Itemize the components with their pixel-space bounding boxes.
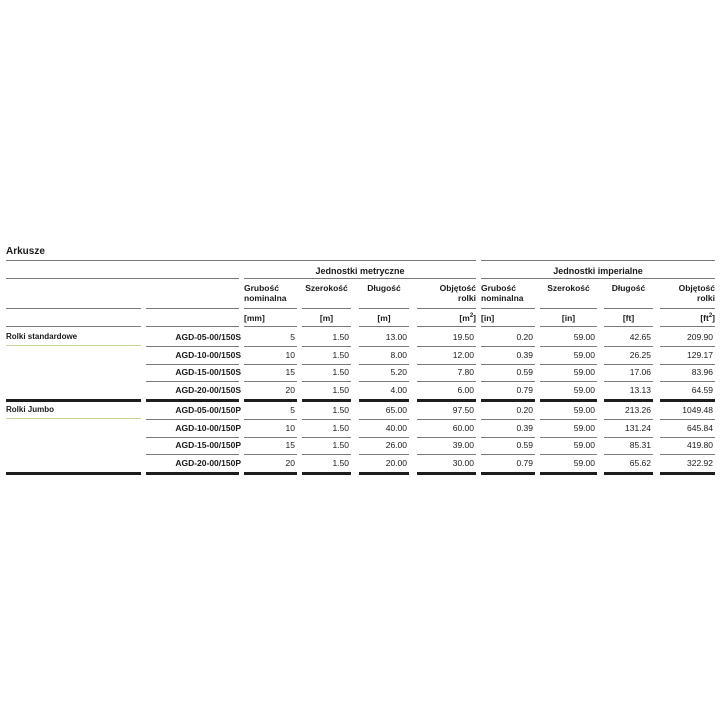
table-cell: 1.50 xyxy=(332,422,349,433)
rule-top xyxy=(481,260,715,261)
table-cell: 213.26 xyxy=(625,405,651,415)
table-cell: 30.00 xyxy=(452,457,474,468)
rule-thick xyxy=(660,472,715,475)
rule-group xyxy=(244,278,476,279)
table-cell: 59.00 xyxy=(573,422,595,433)
table-cell: 1.50 xyxy=(332,405,349,415)
table-cell: 10 xyxy=(285,349,295,360)
rule-row xyxy=(359,437,409,438)
unit-label xyxy=(359,313,409,323)
section-label: Rolki standardowe xyxy=(6,332,78,341)
rule-row xyxy=(146,364,239,365)
rule-row xyxy=(660,346,715,347)
rule-row xyxy=(244,346,297,347)
table-cell: 0.59 xyxy=(516,440,533,450)
table-cell: 13.00 xyxy=(385,332,407,342)
product-code: AGD-10-00/150P xyxy=(175,422,241,433)
table-cell: 20 xyxy=(285,457,295,468)
rule-unit xyxy=(244,326,297,327)
rule-section xyxy=(6,418,141,419)
rule-head-left xyxy=(6,308,141,309)
column-header-line1: Długość xyxy=(367,283,401,293)
rule-row xyxy=(660,381,715,382)
table-cell: 6.00 xyxy=(457,384,474,395)
table-title: Arkusze xyxy=(6,246,45,257)
rule-header xyxy=(540,308,597,309)
unit-label: $[ft^2]$ xyxy=(700,313,715,323)
rule-row xyxy=(660,454,715,455)
group-header-metric: Jednostki metryczne xyxy=(315,266,405,276)
table-cell: 645.84 xyxy=(687,422,713,433)
table-cell: 1.50 xyxy=(332,367,349,377)
rule-row xyxy=(244,419,297,420)
table-cell: 59.00 xyxy=(573,332,595,342)
rule-row xyxy=(146,381,239,382)
table-cell: 39.00 xyxy=(452,440,474,450)
unit-text: [mm] xyxy=(244,313,265,323)
rule-row xyxy=(604,419,653,420)
rule-thick xyxy=(540,472,597,475)
rule-section-end xyxy=(6,399,141,402)
rule-row xyxy=(604,381,653,382)
table-cell: 59.00 xyxy=(573,367,595,377)
table-cell: 20.00 xyxy=(385,457,407,468)
rule-header xyxy=(660,308,715,309)
table-cell: 59.00 xyxy=(573,440,595,450)
rule-header xyxy=(481,308,535,309)
product-code: AGD-05-00/150S xyxy=(175,332,241,342)
rule-row xyxy=(359,419,409,420)
unit-text: [in] xyxy=(561,313,576,323)
rule-row xyxy=(146,437,239,438)
table-cell: 0.79 xyxy=(516,457,533,468)
product-code: AGD-15-00/150P xyxy=(175,440,241,450)
rule-thick xyxy=(146,472,239,475)
rule-row xyxy=(660,419,715,420)
table-cell: 7.80 xyxy=(457,367,474,377)
column-header-line1: Objętość xyxy=(678,283,715,293)
rule-header xyxy=(244,308,297,309)
column-header xyxy=(244,283,297,303)
table-cell: 12.00 xyxy=(452,349,474,360)
table-cell: 0.59 xyxy=(516,367,533,377)
rule-unit xyxy=(359,326,409,327)
column-header xyxy=(417,283,476,303)
column-header xyxy=(604,283,653,293)
unit-text: [ft xyxy=(700,313,709,323)
table-cell: 40.00 xyxy=(385,422,407,433)
table-cell: 0.20 xyxy=(516,332,533,342)
rule-row xyxy=(359,346,409,347)
column-header xyxy=(302,283,351,293)
column-header-line1: Szerokość xyxy=(547,283,590,293)
rule-section xyxy=(6,345,141,346)
table-cell: 65.00 xyxy=(385,405,407,415)
rule-header xyxy=(359,308,409,309)
rule-thick xyxy=(417,399,476,402)
rule-row xyxy=(302,364,351,365)
rule-row xyxy=(604,346,653,347)
rule-row xyxy=(660,364,715,365)
rule-unit xyxy=(540,326,597,327)
table-cell: 13.13 xyxy=(629,384,651,395)
rule-row xyxy=(417,346,476,347)
rule-header xyxy=(417,308,476,309)
rule-row xyxy=(146,419,239,420)
rule-header xyxy=(604,308,653,309)
rule-unit xyxy=(302,326,351,327)
group-header-imperial: Jednostki imperialne xyxy=(553,266,643,276)
table-cell: 59.00 xyxy=(573,457,595,468)
rule-head-left xyxy=(146,326,239,327)
rule-row xyxy=(540,419,597,420)
rule-thick xyxy=(359,472,409,475)
product-code: AGD-10-00/150S xyxy=(175,349,241,360)
table-cell: 4.00 xyxy=(390,384,407,395)
table-cell: 131.24 xyxy=(625,422,651,433)
column-header-line1: Objętość xyxy=(439,283,476,293)
unit-text: [ft] xyxy=(622,313,635,323)
table-cell: 15 xyxy=(285,440,295,450)
rule-row xyxy=(359,381,409,382)
unit-label xyxy=(481,313,535,323)
rule-row xyxy=(660,437,715,438)
rule-bottom-left xyxy=(6,472,141,475)
table-cell: 0.39 xyxy=(516,422,533,433)
rule-row xyxy=(359,364,409,365)
unit-superscript: 2 xyxy=(469,313,474,319)
rule-thick xyxy=(244,399,297,402)
rule-row xyxy=(481,346,535,347)
rule-row xyxy=(481,437,535,438)
rule-row xyxy=(244,437,297,438)
rule-row xyxy=(540,346,597,347)
rule-unit xyxy=(604,326,653,327)
unit-label xyxy=(604,313,653,323)
rule-row xyxy=(604,454,653,455)
product-code: AGD-20-00/150S xyxy=(175,384,241,395)
table-cell: 1.50 xyxy=(332,440,349,450)
rule-row xyxy=(604,437,653,438)
rule-row xyxy=(302,437,351,438)
table-cell: 1.50 xyxy=(332,457,349,468)
section-label: Rolki Jumbo xyxy=(6,405,55,414)
table-cell: 8.00 xyxy=(390,349,407,360)
rule-thick xyxy=(302,399,351,402)
table-cell: 65.62 xyxy=(629,457,651,468)
column-header-line2: rolki xyxy=(697,293,715,303)
table-cell: 5 xyxy=(290,405,295,415)
column-header-line2: nominalna xyxy=(481,293,524,303)
rule-row xyxy=(302,419,351,420)
table-cell: 26.25 xyxy=(629,349,651,360)
table-cell: 59.00 xyxy=(573,349,595,360)
table-cell: 209.90 xyxy=(687,332,713,342)
rule-head-left xyxy=(6,278,239,279)
unit-label xyxy=(540,313,597,323)
table-cell: 1.50 xyxy=(332,349,349,360)
column-header xyxy=(660,283,715,303)
column-header-line1: Szerokość xyxy=(305,283,348,293)
table-cell: 129.17 xyxy=(687,349,713,360)
rule-row xyxy=(540,381,597,382)
product-code: AGD-20-00/150P xyxy=(175,457,241,468)
table-cell: 20 xyxy=(285,384,295,395)
column-header xyxy=(359,283,409,293)
table-cell: 85.31 xyxy=(629,440,651,450)
rule-row xyxy=(417,419,476,420)
rule-thick xyxy=(660,399,715,402)
rule-row xyxy=(481,454,535,455)
product-code: AGD-15-00/150S xyxy=(175,367,241,377)
rule-header xyxy=(302,308,351,309)
column-header-line2: nominalna xyxy=(244,293,287,303)
unit-text: [m xyxy=(459,313,470,323)
rule-row xyxy=(481,381,535,382)
table-cell: 10 xyxy=(285,422,295,433)
table-cell: 1.50 xyxy=(332,384,349,395)
table-cell: 26.00 xyxy=(385,440,407,450)
table-cell: 83.96 xyxy=(691,367,713,377)
product-code: AGD-05-00/150P xyxy=(175,405,241,415)
table-cell: 0.79 xyxy=(516,384,533,395)
table-cell: 0.20 xyxy=(516,405,533,415)
rule-row xyxy=(244,364,297,365)
table-cell: 60.00 xyxy=(452,422,474,433)
rule-row xyxy=(302,346,351,347)
rule-row xyxy=(244,381,297,382)
rule-thick xyxy=(244,472,297,475)
column-header-line1: Grubość xyxy=(481,283,516,293)
column-header xyxy=(481,283,535,303)
table-cell: 5.20 xyxy=(390,367,407,377)
rule-thick xyxy=(604,399,653,402)
table-cell: 19.50 xyxy=(452,332,474,342)
table-cell: 42.65 xyxy=(629,332,651,342)
rule-thick xyxy=(302,472,351,475)
table-cell: 5 xyxy=(290,332,295,342)
unit-text: [m] xyxy=(319,313,334,323)
unit-text: [in] xyxy=(481,313,495,323)
rule-row xyxy=(540,364,597,365)
rule-row xyxy=(244,454,297,455)
rule-unit xyxy=(660,326,715,327)
table-cell: 0.39 xyxy=(516,349,533,360)
rule-thick xyxy=(481,399,535,402)
rule-head-left xyxy=(146,308,239,309)
unit-text: [m] xyxy=(377,313,391,323)
column-header xyxy=(540,283,597,293)
table-cell: 322.92 xyxy=(687,457,713,468)
table-cell: 17.06 xyxy=(629,367,651,377)
rule-head-left xyxy=(6,326,141,327)
rule-unit xyxy=(481,326,535,327)
unit-label xyxy=(302,313,351,323)
column-header-line2: rolki xyxy=(458,293,476,303)
rule-row xyxy=(302,454,351,455)
rule-group xyxy=(481,278,715,279)
rule-row xyxy=(417,437,476,438)
rule-thick xyxy=(146,399,239,402)
rule-row xyxy=(359,454,409,455)
unit-label xyxy=(244,313,297,323)
column-header-line1: Grubość xyxy=(244,283,279,293)
rule-row xyxy=(417,454,476,455)
unit-label: $[m^2]$ xyxy=(459,313,476,323)
rule-row xyxy=(417,364,476,365)
rule-row xyxy=(540,437,597,438)
unit-superscript: 2 xyxy=(708,313,713,319)
rule-row xyxy=(604,364,653,365)
table-cell: 1.50 xyxy=(332,332,349,342)
table-cell: 59.00 xyxy=(573,405,595,415)
rule-thick xyxy=(540,399,597,402)
table-cell: 1049.48 xyxy=(682,405,713,415)
rule-unit xyxy=(417,326,476,327)
rule-row xyxy=(481,364,535,365)
rule-row xyxy=(146,346,239,347)
table-cell: 419.80 xyxy=(687,440,713,450)
rule-thick xyxy=(417,472,476,475)
rule-thick xyxy=(359,399,409,402)
rule-row xyxy=(302,381,351,382)
rule-row xyxy=(540,454,597,455)
table-cell: 59.00 xyxy=(573,384,595,395)
rule-thick xyxy=(604,472,653,475)
rule-thick xyxy=(481,472,535,475)
rule-row xyxy=(146,454,239,455)
rule-top xyxy=(6,260,476,261)
table-cell: 15 xyxy=(285,367,295,377)
table-cell: 64.59 xyxy=(691,384,713,395)
rule-row xyxy=(417,381,476,382)
rule-row xyxy=(481,419,535,420)
table-cell: 97.50 xyxy=(452,405,474,415)
column-header-line1: Długość xyxy=(611,283,646,293)
